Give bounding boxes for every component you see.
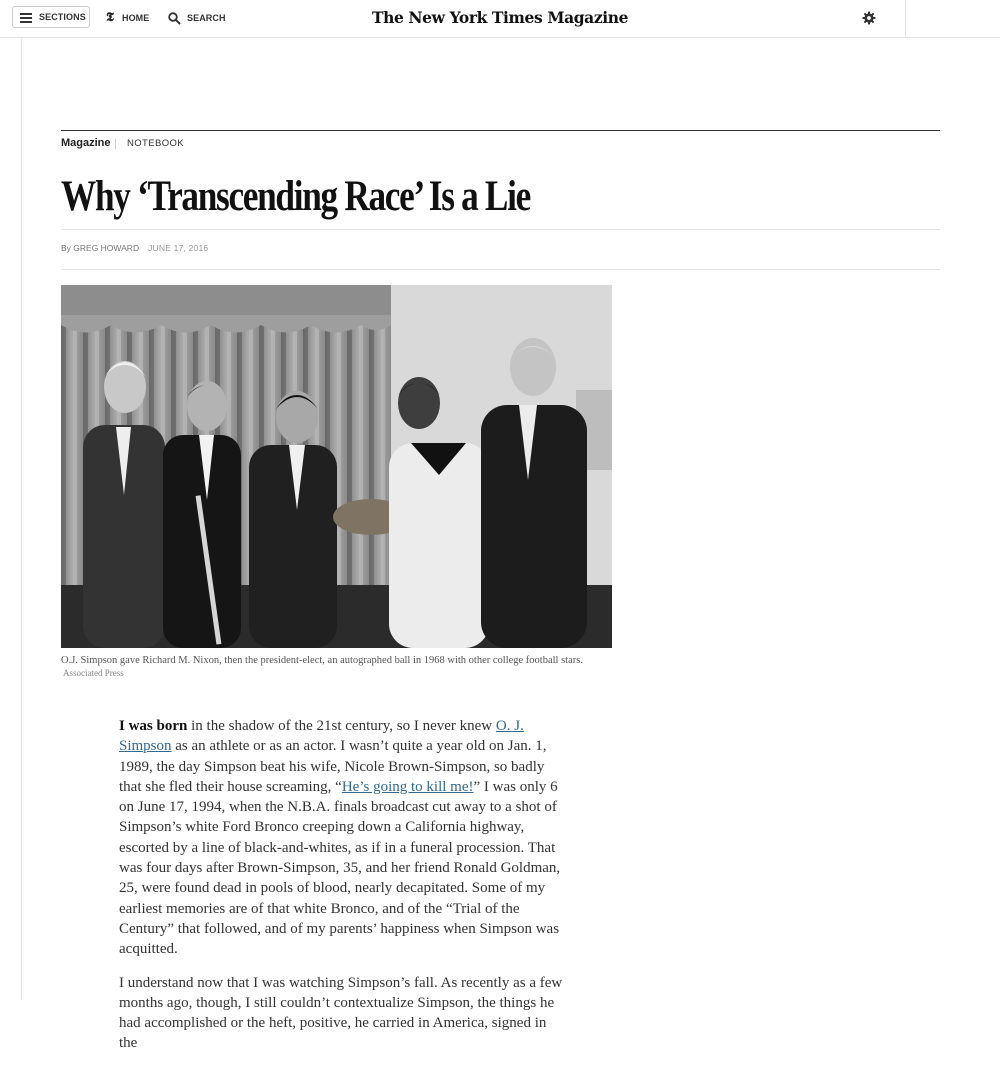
header-divider [905, 0, 906, 37]
headline-rule [61, 229, 940, 230]
lead-in: I was born [119, 718, 188, 734]
photo-credit: Associated Press [63, 668, 124, 678]
link-hes-going-to-kill-me[interactable]: He’s going to kill me! [341, 778, 474, 795]
paragraph-text: as an athlete or as an actor. I wasn’t quite a year old on Jan. 1, 1989, the day Simpson beat his wife, Nicole Brown-Simpson, so badly that she fled their house screaming, “ [119, 738, 547, 795]
article-body [119, 716, 567, 1067]
search-icon [168, 12, 181, 25]
home-label: HOME [121, 13, 150, 23]
author-link[interactable]: GREG HOWARD [73, 243, 140, 253]
article-headline: Why ‘Transcending Race’ Is a Lie [61, 173, 530, 220]
nyt-magazine-masthead-logo[interactable]: The New York Times Magazine [371, 8, 629, 27]
paragraph-text: ” I was only 6 on June 17, 1994, when the N.B.A. finals broadcast cut away to a shot of Simpson’s white Ford Bronco creeping down a California highway, escorted by a line of black-and-whites, as if in a funeral procession. That was four days after Brown-Simpson, 35, and her friend Ronald Goldman, 25, were found dead in pools of blood, nearly decapitated. Some of my earliest memories are of that white Bronco, and of the “Trial of the Century” that followed, and of my parents’ happiness when Simpson was acquitted. [119, 778, 561, 958]
article-lead-photo [61, 285, 612, 648]
nyt-t-logo-icon: 𝕿 [106, 10, 114, 25]
top-navigation-bar [0, 0, 1000, 38]
search-label: SEARCH [187, 13, 226, 23]
caption-text: O.J. Simpson gave Richard M. Nixon, then the president-elect, an autographed ball in 1968 with other college football stars. [61, 655, 583, 666]
kicker-separator [115, 139, 116, 149]
paragraph-2: I understand now that I was watching Simpson’s fall. As recently as a few months ago, though, I still couldn’t contextualize Simpson, the things he had accomplished or the heft, positive, he carried in America, signed in the [119, 974, 563, 1052]
subsection-label: NOTEBOOK [127, 138, 185, 149]
section-kicker-link[interactable]: Magazine [61, 137, 111, 149]
hamburger-icon [20, 13, 32, 22]
byline-prefix: By [61, 243, 74, 253]
photo-caption [61, 654, 612, 680]
left-page-rule [21, 38, 22, 1000]
byline [61, 243, 208, 253]
byline-rule [61, 269, 940, 270]
gear-icon[interactable] [862, 11, 876, 25]
home-link[interactable] [106, 10, 149, 26]
paragraph-1 [119, 716, 567, 960]
sections-button[interactable] [12, 6, 90, 28]
sections-label: SECTIONS [39, 12, 86, 22]
section-rule [61, 130, 940, 131]
link-oj-simpson[interactable]: O. J. Simpson [119, 718, 524, 755]
search-button[interactable] [168, 10, 226, 26]
publish-date: JUNE 17, 2016 [148, 243, 209, 253]
paragraph-text: in the shadow of the 21st century, so I never knew [187, 718, 496, 734]
